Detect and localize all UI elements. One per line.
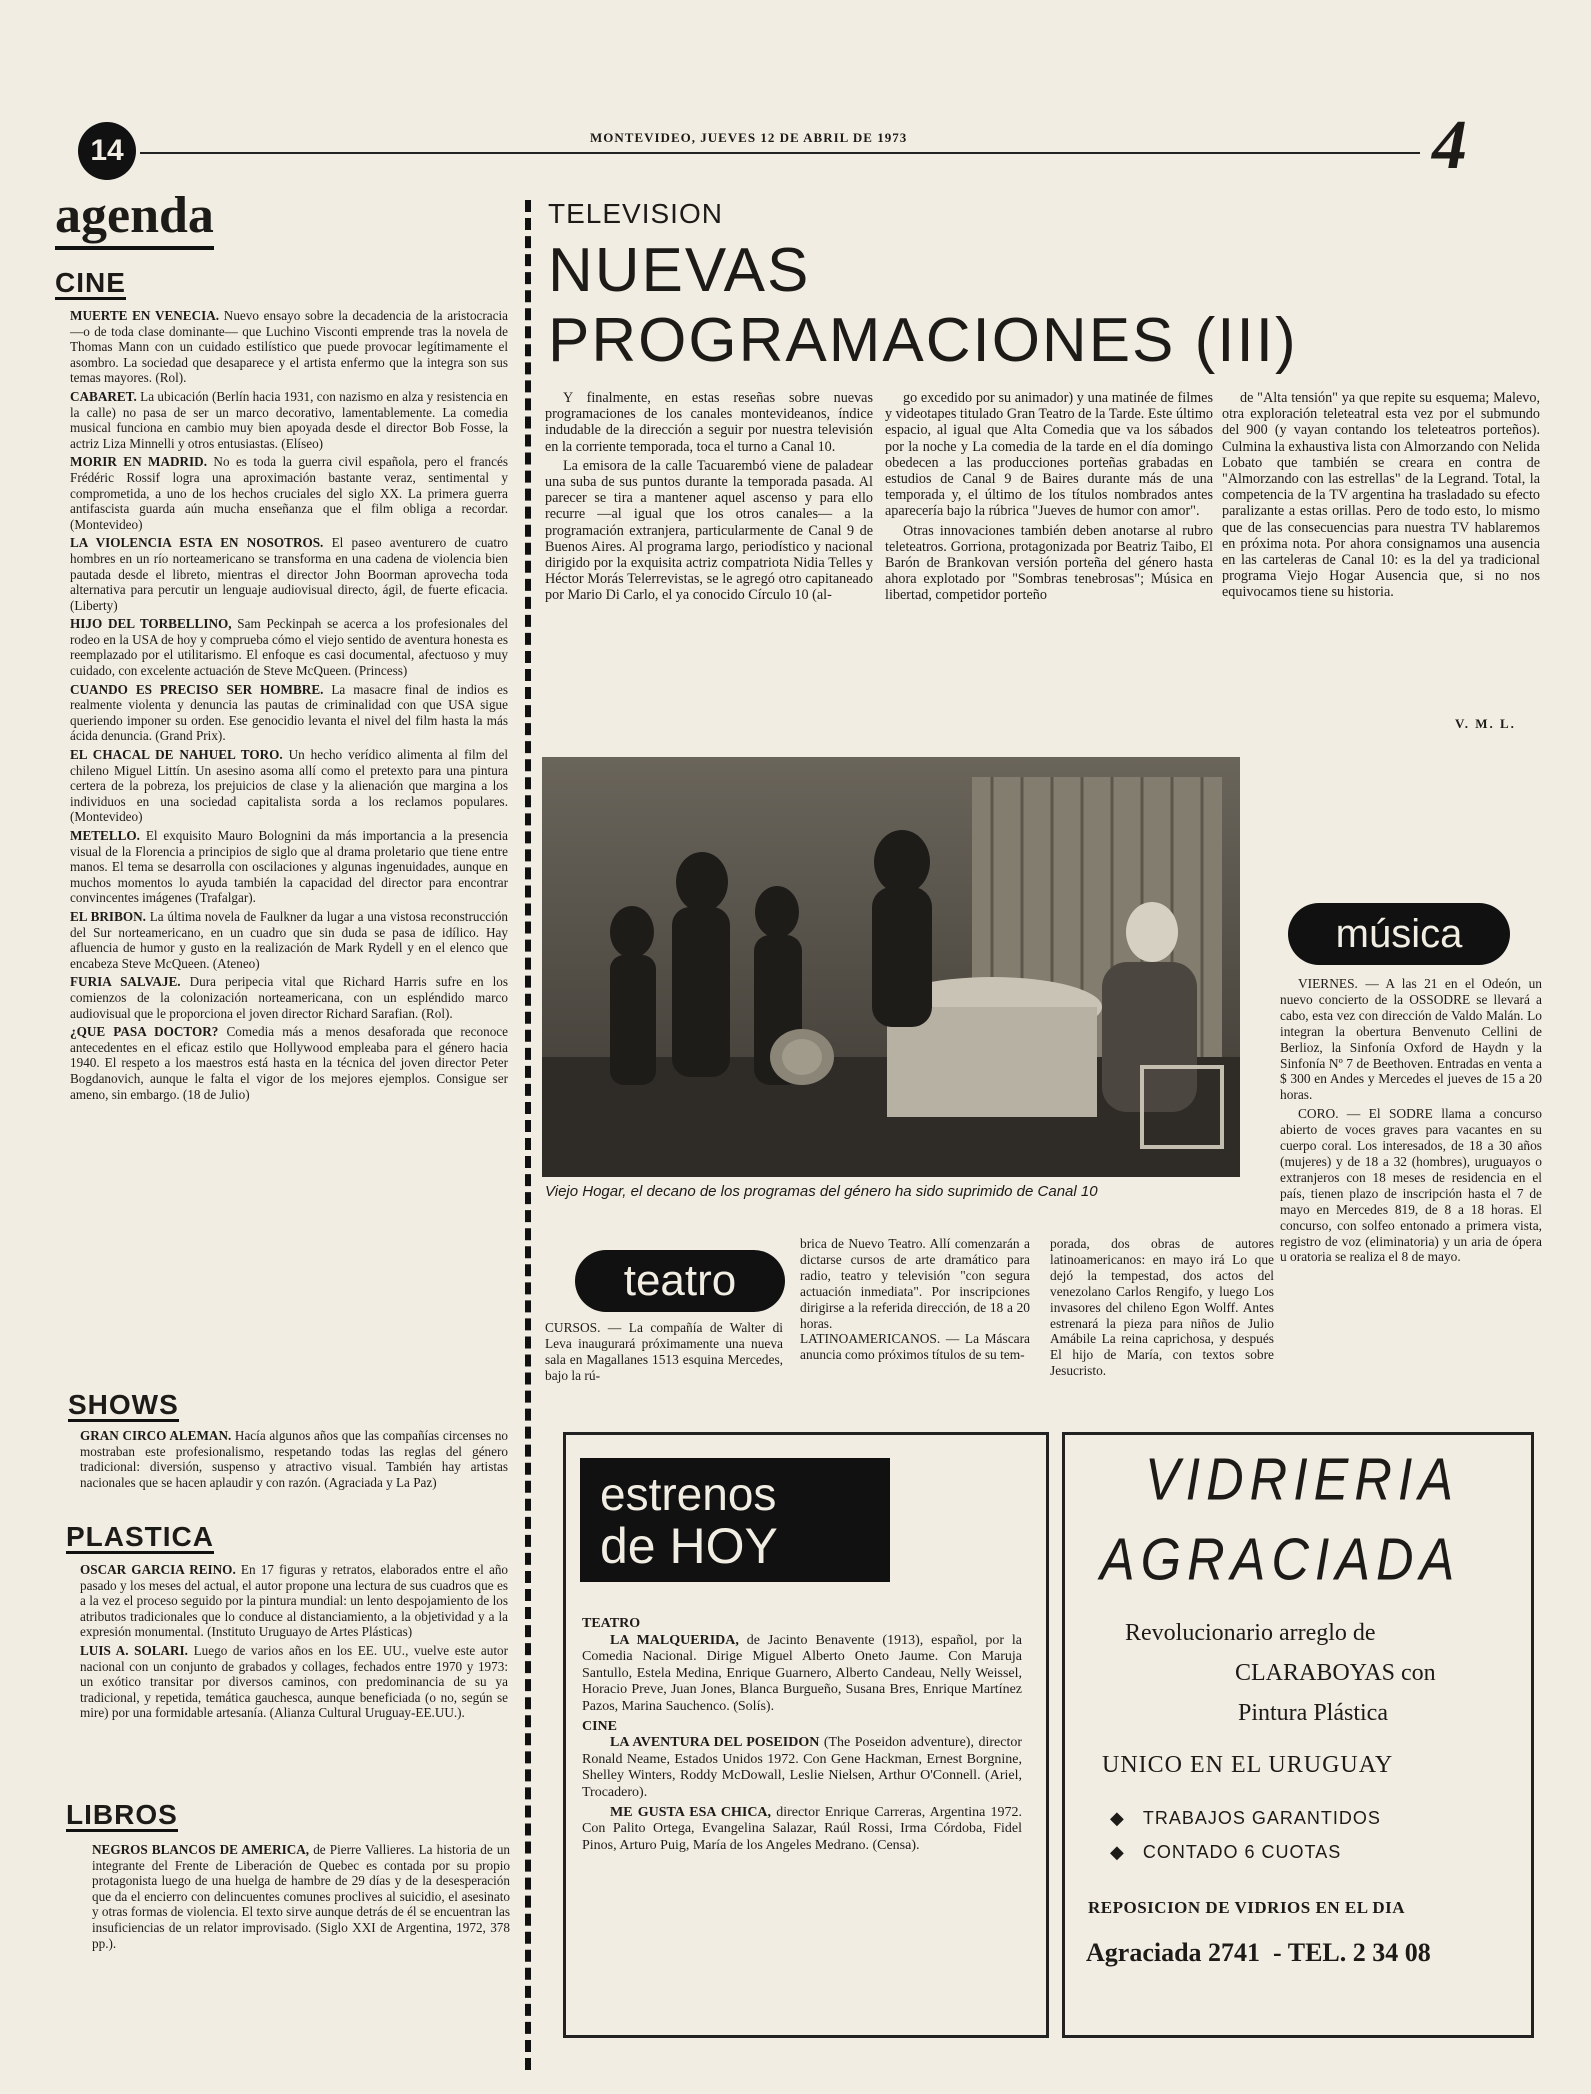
list-item <box>582 1735 1022 1801</box>
tv-title-line1: NUEVAS <box>548 236 811 305</box>
list-item-text: No es toda la guerra civil española, pero el francés Frédéric Rossif logra una aproximación bastante veraz, sentimental y comprometida, a uno de los hechos cruciales del siglo XX. La primera guerra antifascista guarda aún mucha enseñanza que el film obliga a recordar. (Montevideo) <box>70 454 508 532</box>
list-item-title: MUERTE EN VENECIA. <box>70 308 220 323</box>
tv-column-1 <box>545 390 873 607</box>
list-item-title: EL BRIBON. <box>70 908 146 924</box>
list-item-title: ME GUSTA ESA CHICA, <box>610 1804 772 1820</box>
list-item-text: El paseo aventurero de cuatro hombres en un río norteamericano se transforma en una cadena de violencia bien pautada desde el libreto, mientras el director John Boorman aprovecha toda alternativa para percutir un lenguaje audiovisual directo, ágil, de fuerte eficacia. (Liberty) <box>70 535 508 613</box>
ad-line-5: REPOSICION DE VIDRIOS EN EL DIA <box>1088 1898 1406 1917</box>
diamond-icon: ◆ <box>1110 1842 1125 1862</box>
list-item-text: Un hecho verídico alimenta al film del chileno Miguel Littín. Un asesino asoma allí como el pretexto para una pintura certera de la pobreza, los prejuicios de clase y la alienación que margina a los individuos en una sociedad capitalista sorda a los reclamos populares. (Montevideo) <box>70 747 509 825</box>
list-item-title: FURIA SALVAJE. <box>70 974 181 990</box>
page-number: 14 <box>78 122 136 180</box>
list-item-title: LUIS A. SOLARI. <box>80 1642 188 1658</box>
ad-line-4: UNICO EN EL URUGUAY <box>1102 1752 1394 1778</box>
cine-list <box>70 308 508 1105</box>
ad-bullet-1 <box>1110 1808 1381 1829</box>
list-item <box>70 389 508 451</box>
column-separator <box>525 200 531 2070</box>
teatro-col-3: porada, dos obras de autores latinoamericanos: en mayo irá Lo que dejó la tempestad, dos actos del venezolano Carlos Rengifo, y luego Los invasores del chileno Egon Wolff. Antes estrenará la pieza para niños de Julio Amábile La reina caprichosa, y después El hijo de María, con textos sobre Jesucristo. <box>1050 1236 1274 1379</box>
list-item <box>582 1633 1022 1716</box>
dateline: MONTEVIDEO, JUEVES 12 DE ABRIL DE 1973 <box>590 130 908 145</box>
list-item <box>70 454 508 532</box>
agenda-title: agenda <box>55 190 214 250</box>
ad-line-2: CLARABOYAS con <box>1235 1660 1436 1686</box>
list-item <box>80 1643 508 1721</box>
paragraph: Y finalmente, en estas reseñas sobre nuevas programaciones de los canales montevideanos, índice indudable de la dirección a seguir por nuestra televisión en la corriente temporada, toca el turno a Canal 10. <box>545 390 873 455</box>
tv-title-line2: PROGRAMACIONES (III) <box>548 306 1298 375</box>
list-item-text: La última novela de Faulkner da lugar a una vistosa reconstrucción del Sur norteamericano, en un cuadro que sin duda se pasa de idílico. Hay afluencia de humor y gusto en la realización de Mark Rydell y en el elenco que encabeza Steve McQueen. (Ateneo) <box>70 908 509 971</box>
libros-list <box>92 1842 510 1954</box>
ad-line-1: Revolucionario arreglo de <box>1125 1620 1376 1646</box>
list-item <box>70 616 508 678</box>
list-item-title: MORIR EN MADRID. <box>70 454 207 470</box>
ad-bullet-1-text: TRABAJOS GARANTIDOS <box>1142 1808 1381 1828</box>
ad-address-line <box>1086 1938 1431 1968</box>
paragraph: de "Alta tensión" ya que repite su esquema; Malevo, otra exploración teleteatral esta vez por el submundo del 900 (y vayan contando los teleteatros porteños). Culmina la exhaustiva lista con Almorzando con Nelida Lobato que también se creara en contra de "Almorzando con las estrellas" de la Legrand. Total, la competencia de la TV argentina ha trasladado su efecto paralizante a estas orillas. Pero de todo esto, lo mismo que de las consecuencias para nuestra TV hablaremos en próxima nota. Por ahora consignamos una ausencia en las carteleras de Canal 10: es la del ya tradicional programa Viejo Hogar Ausencia que, si no nos equivocamos tiene su historia. <box>1222 390 1540 601</box>
list-item-title: ¿QUE PASA DOCTOR? <box>70 1024 219 1040</box>
libros-section-head: LIBROS <box>66 1800 178 1832</box>
cine-section-head: CINE <box>55 268 126 300</box>
list-item <box>92 1842 510 1951</box>
photo-caption: Viejo Hogar, el decano de los programas del género ha sido suprimido de Canal 10 <box>545 1183 1098 1200</box>
list-item-title: LA VIOLENCIA ESTA EN NOSOTROS. <box>70 535 324 551</box>
estrenos-teatro-head: TEATRO <box>582 1616 641 1631</box>
ad-address: Agraciada 2741 <box>1086 1938 1261 1967</box>
tv-photo <box>542 757 1240 1177</box>
paragraph: La emisora de la calle Tacuarembó viene de paladear una suba de sus puntos durante la temporada pasada. Al parecer se tira a mantener aquel ascenso y para ello recurre —al igual que los otros canales— a la programación extranjera, particularmente de Canal 9 de Buenos Aires. Al programa largo, periodístico y nacional dirigido por la exquisita actriz compatriota Nidia Telles y Héctor Morás Telerrevistas, se le agregó otro capitaneado por Mario Di Carlo, el ya conocido Círculo 10 (al- <box>545 457 873 604</box>
paragraph: VIERNES. — A las 21 en el Odeón, un nuevo concierto de la OSSODRE se llevará a cabo, esta vez con dirección de Valdo Malán. Lo integran la obertura Benvenuto Cellini de Berlioz, la Sinfonía Oxford de Haydn y la Sinfonía Nº 7 de Beethoven. Entradas en venta a $ 300 en Andes y Mercedes el jueves de 15 a 20 horas. <box>1280 976 1542 1103</box>
tv-column-2 <box>885 390 1213 607</box>
list-item-title: CABARET. <box>70 388 137 404</box>
list-item-text: Comedia más a menos desaforada que reconoce antecedentes en el eficaz estilo que Hollywood empleaba para el género hacia 1940. El respeto a los maestros está hasta en la técnica del joven director Peter Bogdanovich, aunque le falta el vigor de los mejores ejemplos. Consigue ser ameno, sin embargo. (18 de Julio) <box>70 1024 508 1102</box>
paragraph: Otras innovaciones también deben anotarse al rubro teleteatros. Gorriona, protagonizada por Beatriz Taibo, El Barón de Brankovan versión porteña del género hasta ahora explotado por "Sombras tenebrosas"; Música en libertad, competidor porteño <box>885 522 1213 604</box>
list-item-title: EL CHACAL DE NAHUEL TORO. <box>70 747 283 763</box>
list-item-text: (The Poseidon adventure), director Ronald Neame, Estados Unidos 1972. Con Gene Hackman, Ernest Borgnine, Shelley Winters, Roddy McDowall, Leslie Nielsen, Arthur O'Connell. (Ariel, Trocadero). <box>582 1735 1023 1800</box>
list-item-title: LA MALQUERIDA, <box>610 1632 739 1648</box>
list-item-text: Nuevo ensayo sobre la decadencia de la aristocracia —o de toda clase dominante— que Luchino Visconti emprende tras la novela de Thomas Mann con un cuidado estilístico que puede provocar legítimamente el asombro. La sociedad que desaparece y el artista enfermo que la integra son sus temas mayores. (Rol). <box>70 308 509 386</box>
list-item <box>70 535 508 613</box>
list-item <box>70 828 508 906</box>
list-item-text: Hacía algunos años que las compañías circenses no mostraban este profesionalismo, respetando todas las reglas del género tradicional: diversión, suspenso y atractivo visual. También hay artistas nacionales que se hacen aplaudir y con razón. (Agraciada y La Paz) <box>80 1428 509 1490</box>
list-item-text: El exquisito Mauro Bolognini da más importancia a la presencia visual de la Florencia a principios de siglo que al drama proletario que tiene entre manos. El tema se desarrolla con oscilaciones y algunas ingenuidades, aunque en muchos momentos lo ayuda también la capacidad del director para encontrar convincentes imágenes (Trafalgar). <box>70 828 508 906</box>
estrenos-banner <box>580 1458 890 1582</box>
musica-label: música <box>1288 903 1510 965</box>
list-item <box>70 308 508 386</box>
ad-title-line2: AGRACIADA <box>1100 1526 1461 1594</box>
corner-mark: 4 <box>1432 107 1467 184</box>
ad-title-line1: VIDRIERIA <box>1145 1446 1460 1514</box>
ad-bullet-2 <box>1110 1842 1341 1863</box>
tv-column-3 <box>1222 390 1540 604</box>
list-item <box>70 909 508 971</box>
list-item-title: OSCAR GARCIA REINO. <box>80 1562 236 1577</box>
list-item-title: GRAN CIRCO ALEMAN. <box>80 1428 232 1443</box>
plastica-list <box>80 1562 508 1724</box>
diamond-icon: ◆ <box>1110 1808 1125 1828</box>
plastica-section-head: PLASTICA <box>66 1522 214 1554</box>
paragraph: go excedido por su animador) y una matinée de filmes y videotapes titulado Gran Teatro de la Tarde. Este último espacio, al igual que Alta Comedia que va los sábados por la noche y La comedia de la tarde en el día domingo obedecen a las producciones porteñas grabadas en estudios de Canal 9 de Baires durante más de una temporada y, el último de los títulos nombrados antes aparecería bajo la rúbrica "Jueves de humor con amor". <box>885 390 1213 520</box>
shows-list <box>80 1428 508 1493</box>
tv-signature: V. M. L. <box>1455 716 1516 731</box>
teatro-label: teatro <box>575 1250 785 1312</box>
top-rule <box>140 152 1420 154</box>
list-item-text: Dura peripecia vital que Richard Harris sufre en los comienzos de la colonización norteamericana, con un espléndido marco audiovisual que le proporciona el joven director Richard Sarafian. (Rol). <box>70 974 508 1021</box>
estrenos-banner-line1: estrenos <box>600 1468 777 1520</box>
estrenos-cine-items <box>582 1735 1022 1854</box>
list-item-text: de Pierre Vallieres. La historia de un integrante del Frente de Liberación de Quebec es contada por su propio protagonista luego de una huelga de hambre de 29 días y de la desesperación que da el encierro con delincuentes comunes proclives al suicidio, el asesinato y otras formas de violencia. El texto sirve aunque detrás de él se encuentran las insuficiencias de un relator improvisado. (Siglo XXI de Argentina, 1972, 378 pp.). <box>92 1842 511 1951</box>
list-item-title: HIJO DEL TORBELLINO, <box>70 616 232 632</box>
paragraph: CORO. — El SODRE llama a concurso abierto de voces graves para vacantes en su cuerpo coral. Los interesados, de 18 a 30 años (mujeres) y de 18 a 32 (hombres), uruguayos o extranjeros con 18 meses de residencia en el país, tienen plazo de inscripción hasta el 7 de mayo en Mercedes 819, de 8 a 18 horas. El concurso, con solfeo entonado a primera vista, registro de voz (eliminatoria) y un aria de ópera u oratoria se realiza el 8 de mayo. <box>1280 1106 1542 1265</box>
teatro-col-1: CURSOS. — La compañía de Walter di Leva inaugurará próximamente una nueva sala en Magallanes 1513 esquina Mercedes, bajo la rú- <box>545 1320 783 1383</box>
shows-section-head: SHOWS <box>68 1390 179 1422</box>
estrenos-list <box>582 1616 1022 1857</box>
list-item <box>70 974 508 1021</box>
tv-photo-image <box>542 757 1240 1177</box>
list-item-text: Luego de varios años en los EE. UU., vuelve este autor nacional con un conjunto de grabados y collages, fechados entre 1970 y 1973: un exótico transitar por diversos caminos, con predominancia de su ya tradicional, y repetida, temática gauchesca, aunque beneficiada (o no, según se mire) por una formidable artesanía. (Alianza Cultural Uruguay-EE.UU.). <box>80 1642 508 1721</box>
list-item-text: La ubicación (Berlín hacia 1931, con nazismo en alza y resistencia en la calle) no pasa de ser un marco decorativo, lamentablemente. La comedia musical funciona en cambio muy bien apoyada desde el director Bob Fosse, la actriz Liza Minnelli y otros entusiastas. (Elíseo) <box>70 388 509 451</box>
list-item-text: En 17 figuras y retratos, elaborados entre el año pasado y los meses del actual, el autor propone una lectura de sus cuadros que es a la vez el proceso seguido por la pintura mundial: un lento despojamiento de los atributos tradicionales que lo conduce al distanciamiento, a la objetividad y a la expresión monumental. (Instituto Uruguayo de Artes Plásticas) <box>80 1562 509 1640</box>
list-item-text: La masacre final de indios es realmente violenta y denuncia las pautas de criminalidad con que USA sigue queriendo imponer su orden. Ese genocidio levanta el nivel del film hasta la más ácida denuncia. (Grand Prix). <box>70 681 508 744</box>
list-item-title: CUANDO ES PRECISO SER HOMBRE. <box>70 681 324 697</box>
list-item <box>70 1024 508 1102</box>
list-item <box>80 1428 508 1490</box>
list-item-title: LA AVENTURA DEL POSEIDON <box>610 1735 820 1751</box>
list-item <box>582 1805 1022 1855</box>
musica-text <box>1280 976 1542 1268</box>
list-item-title: NEGROS BLANCOS DE AMERICA, <box>92 1842 310 1857</box>
tv-kicker: TELEVISION <box>548 198 723 229</box>
ad-line-3: Pintura Plástica <box>1238 1700 1388 1726</box>
ad-bullet-2-text: CONTADO 6 CUOTAS <box>1142 1842 1342 1862</box>
teatro-col-2: brica de Nuevo Teatro. Allí comenzarán a dictarse cursos de arte dramático para radio, teatro y televisión "con segura actuación inmediata". Por inscripciones dirigirse a la referida dirección, de 18 a 20 horas. LATINOAMERICANOS. — La Máscara anuncia como próximos títulos de su tem- <box>800 1236 1030 1363</box>
list-item-text: director Enrique Carreras, Argentina 1972. Con Palito Ortega, Evangelina Salazar, Raúl Rossi, Irma Córdoba, Fidel Pinos, Arturo Puig, María de los Angeles Medrano. (Censa). <box>582 1804 1023 1853</box>
list-item-text: Sam Peckinpah se acerca a los profesionales del rodeo en la USA de hoy y comprueba cómo el viejo sentido de aventura honesta es reemplazado por el utilitarismo. El enfoque es casi documental, afectuoso y muy cuidado, con excelente actuación de Steve McQueen. (Princess) <box>70 616 508 679</box>
list-item <box>70 747 508 825</box>
list-item <box>80 1562 508 1640</box>
ad-phone: - TEL. 2 34 08 <box>1273 1938 1431 1967</box>
estrenos-teatro-items <box>582 1633 1022 1716</box>
estrenos-banner-line2: de HOY <box>600 1518 778 1574</box>
estrenos-cine-head: CINE <box>582 1718 618 1734</box>
list-item-title: METELLO. <box>70 828 140 843</box>
list-item-text: de Jacinto Benavente (1913), español, por la Comedia Nacional. Dirige Miguel Alberto Oneto Jaume. Con Maruja Santullo, Estela Medina, Enrique Guarnero, Alberto Candeau, Nelly Weissel, Horacio Preve, Juan Jones, Blanca Burgueño, Susana Bres, Enrique Martínez Pazos, Marina Sauchenco. (Solís). <box>582 1632 1022 1714</box>
list-item <box>70 682 508 744</box>
